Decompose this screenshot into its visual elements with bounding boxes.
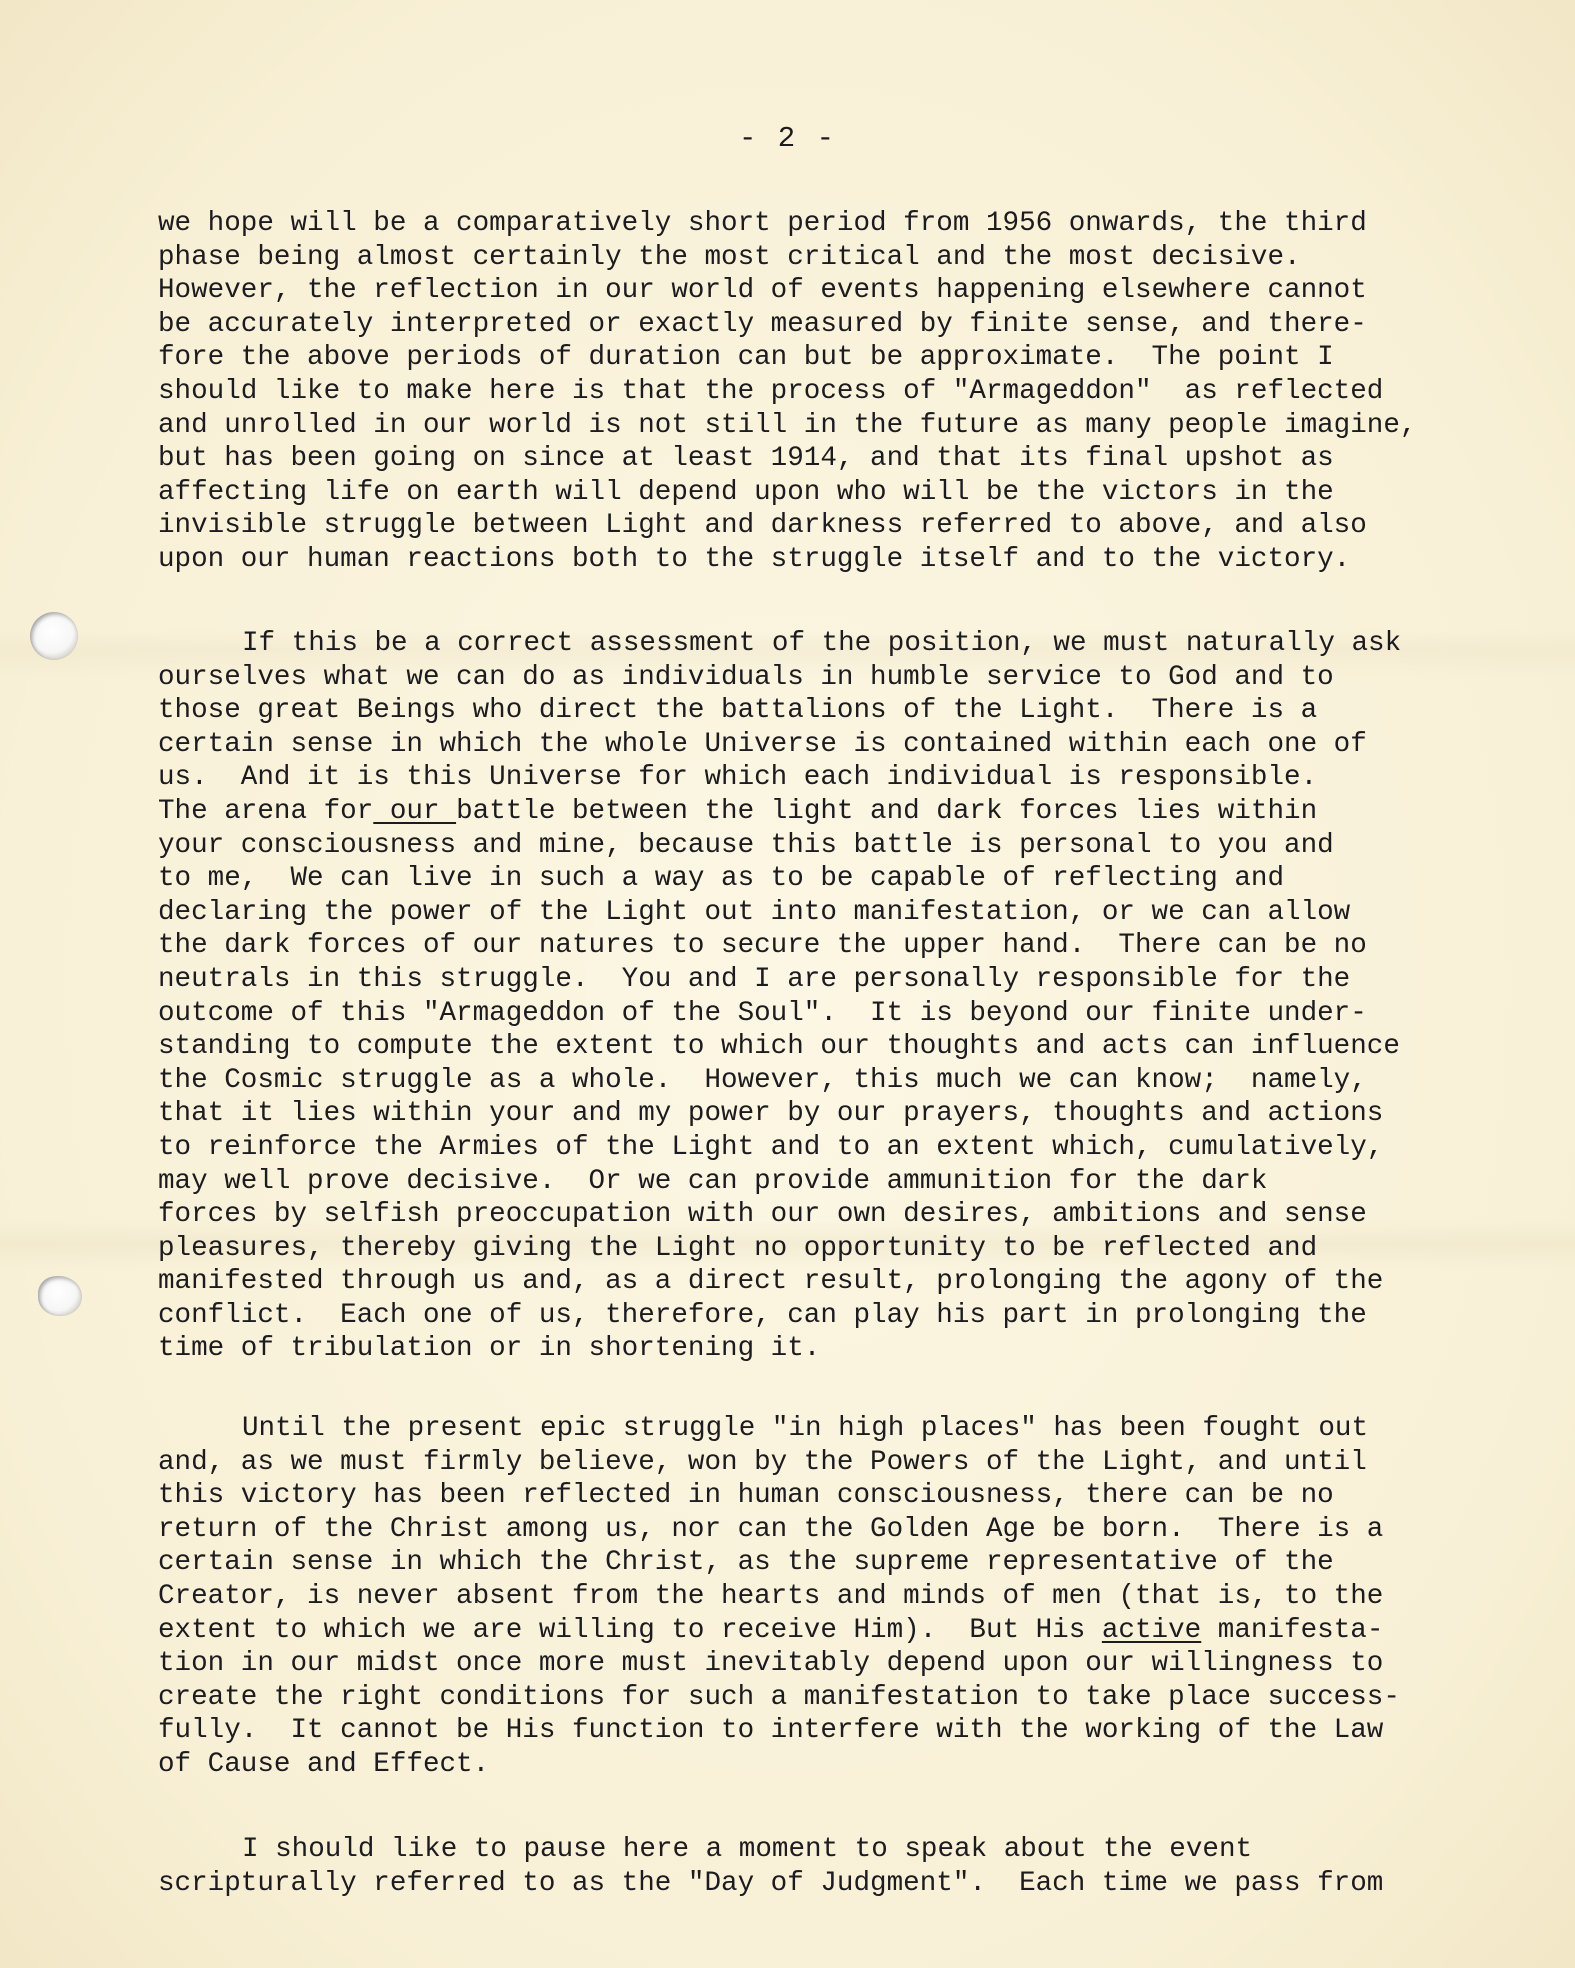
text-line: outcome of this "Armageddon of the Soul". It is beyond our finite under-	[158, 997, 1367, 1029]
paragraph-2	[158, 627, 1428, 1366]
text-line: create the right conditions for such a manifestation to take place success-	[158, 1681, 1400, 1713]
text-line: fully. It cannot be His function to interfere with the working of the Law	[158, 1715, 1384, 1747]
text-line: standing to compute the extent to which our thoughts and acts can influence	[158, 1031, 1400, 1063]
text-line: forces by selfish preoccupation with our own desires, ambitions and sense	[158, 1199, 1367, 1231]
underlined-word: our	[373, 795, 457, 827]
text-line: conflict. Each one of us, therefore, can play his part in prolonging the	[158, 1299, 1367, 1331]
text-line: but has been going on since at least 1914, and that its final upshot as	[158, 443, 1334, 475]
text-line: return of the Christ among us, nor can the Golden Age be born. There is a	[158, 1513, 1384, 1545]
text-line: neutrals in this struggle. You and I are personally responsible for the	[158, 963, 1351, 995]
text-line: certain sense in which the Christ, as the supreme representative of the	[158, 1547, 1334, 1579]
text-line: the Cosmic struggle as a whole. However, this much we can know; namely,	[158, 1064, 1367, 1096]
text-line: fore the above periods of duration can but be approximate. The point I	[158, 342, 1334, 374]
paragraph-3	[158, 1412, 1428, 1782]
text-line: invisible struggle between Light and darkness referred to above, and also	[158, 510, 1367, 542]
text-line: be accurately interpreted or exactly measured by finite sense, and there-	[158, 308, 1367, 340]
text-line: and unrolled in our world is not still in the future as many people imagine,	[158, 409, 1417, 441]
text-line: time of tribulation or in shortening it.	[158, 1333, 821, 1365]
text-line: of Cause and Effect.	[158, 1748, 490, 1780]
text-line: Creator, is never absent from the hearts and minds of men (that is, to the	[158, 1580, 1384, 1612]
text-line: the dark forces of our natures to secure the upper hand. There can be no	[158, 930, 1367, 962]
text-line: certain sense in which the whole Universe is contained within each one of	[158, 728, 1367, 760]
text-line: However, the reflection in our world of events happening elsewhere cannot	[158, 275, 1367, 307]
text-line: ourselves what we can do as individuals in humble service to God and to	[158, 661, 1334, 693]
text-line: scripturally referred to as the "Day of Judgment". Each time we pass from	[158, 1867, 1384, 1899]
text-line: to reinforce the Armies of the Light and to an extent which, cumulatively,	[158, 1131, 1384, 1163]
text-line: your consciousness and mine, because this battle is personal to you and	[158, 829, 1334, 861]
text-line: phase being almost certainly the most critical and the most decisive.	[158, 241, 1301, 273]
text-line: I should like to pause here a moment to speak about the event	[242, 1834, 1253, 1865]
text-line: declaring the power of the Light out into manifestation, or we can allow	[158, 896, 1351, 928]
text-line: tion in our midst once more must inevitably depend upon our willingness to	[158, 1648, 1384, 1680]
text-line: those great Beings who direct the battalions of the Light. There is a	[158, 695, 1318, 727]
paragraph-4	[158, 1833, 1428, 1900]
text-line: The arena for our battle between the light and dark forces lies within	[158, 795, 1318, 827]
text-line: should like to make here is that the process of "Armageddon" as reflected	[158, 375, 1384, 407]
punch-hole	[38, 1276, 82, 1316]
text-line: Until the present epic struggle "in high places" has been fought out	[242, 1413, 1369, 1444]
underlined-word: active	[1101, 1614, 1202, 1646]
text-line: pleasures, thereby giving the Light no opportunity to be reflected and	[158, 1232, 1318, 1264]
text-line: manifested through us and, as a direct result, prolonging the agony of the	[158, 1266, 1384, 1298]
text-line: upon our human reactions both to the struggle itself and to the victory.	[158, 543, 1351, 575]
paragraph-1	[158, 207, 1428, 577]
text-line: us. And it is this Universe for which each individual is responsible.	[158, 762, 1318, 794]
text-line: affecting life on earth will depend upon who will be the victors in the	[158, 476, 1334, 508]
text-line: to me, We can live in such a way as to be capable of reflecting and	[158, 863, 1285, 895]
text-line: If this be a correct assessment of the position, we must naturally ask	[242, 628, 1402, 659]
text-line: this victory has been reflected in human consciousness, there can be no	[158, 1480, 1334, 1512]
text-line: and, as we must firmly believe, won by the Powers of the Light, and until	[158, 1446, 1367, 1478]
text-line: that it lies within your and my power by our prayers, thoughts and actions	[158, 1098, 1384, 1130]
text-line: we hope will be a comparatively short period from 1956 onwards, the third	[158, 208, 1367, 239]
page-number: - 2 -	[738, 122, 836, 155]
text-line: may well prove decisive. Or we can provide ammunition for the dark	[158, 1165, 1268, 1197]
text-line: extent to which we are willing to receive Him). But His active manifesta-	[158, 1614, 1384, 1646]
punch-hole	[30, 612, 78, 660]
